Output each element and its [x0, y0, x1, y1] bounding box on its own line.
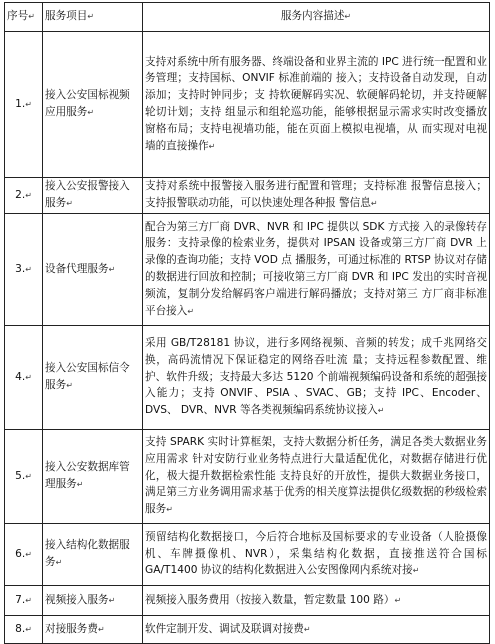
table-header-row — [5, 3, 490, 32]
row-no: 1.↵ — [5, 32, 43, 178]
table-row — [5, 430, 490, 524]
row-item: 接入公安报警接入服务↵ — [43, 178, 143, 214]
row-desc: 支持对系统中所有服务器、终端设备和业界主流的 IPC 进行统一配置和业务管理；支持国标、ONVIF 标准前端的 接入；支持设备自动发现，自动添加；支持时钟同步；支 持软硬解码实况、软硬解码轮切，并支持硬解轮切计划；支持 组显示和组轮巡功能，能够根据显示需求实时改变播放 窗格布局；支持电视墙功能，能在页面上模拟电视墙，从 而实现对电视墙的直接操作↵ — [143, 32, 490, 178]
row-no: 5.↵ — [5, 430, 43, 524]
row-item: 视频接入服务↵ — [43, 586, 143, 616]
table-row — [5, 586, 490, 616]
header-no: 序号↵ — [5, 3, 43, 32]
table-row — [5, 326, 490, 430]
header-desc: 服务内容描述↵ — [143, 3, 490, 32]
row-item: 设备代理服务↵ — [43, 214, 143, 326]
row-desc: 软件定制开发、调试及联调对接费↵ — [143, 616, 490, 644]
header-item: 服务项目↵ — [43, 3, 143, 32]
row-desc: 采用 GB/T28181 协议，进行多网络视频、音频的转发；成千兆网络交换，高码流情况下保证稳定的网络吞吐流 量；支持远程参数配置、维护、软件升级；支持最大多达 5120 个前端视频编码设备和系统的超强接入能力；支持 ONVIF、PSIA 、SVAC、GB；支持 IPC、Encoder、DVS、 DVR、NVR 等各类视频编码系统协议接入↵ — [143, 326, 490, 430]
row-desc: 支持对系统中报警接入服务进行配置和管理；支持标准 报警信息接入；支持报警联动功能，可以快速处理各种报 警信息↵ — [143, 178, 490, 214]
row-desc: 预留结构化数据接口，今后符合地标及国标要求的专业设备（人脸摄像机、车牌摄像机、NVR），采集结构化数据，直接推送符合国标 GA/T1400 协议的结构化数据进入公安图像网内系统对接↵ — [143, 524, 490, 586]
row-no: 3.↵ — [5, 214, 43, 326]
table-row — [5, 524, 490, 586]
row-no: 4.↵ — [5, 326, 43, 430]
row-no: 2.↵ — [5, 178, 43, 214]
row-item: 接入公安数据库管理服务↵ — [43, 430, 143, 524]
table-row — [5, 178, 490, 214]
table-row — [5, 32, 490, 178]
service-table — [4, 2, 490, 644]
row-item: 接入公安国标视频应用服务↵ — [43, 32, 143, 178]
row-no: 6.↵ — [5, 524, 43, 586]
row-item: 接入公安国标信令服务↵ — [43, 326, 143, 430]
table-row — [5, 214, 490, 326]
row-desc: 视频接入服务费用（按接入数量，暂定数量 100 路）↵ — [143, 586, 490, 616]
row-desc: 支持 SPARK 实时计算框架，支持大数据分析任务，满足各类大数据业务应用需求 针对安防行业业务特点进行大量适配优化，对数据存储进行优化，极大提升数据检索性能 支持良好的开放性，提供大数据业务接口，满足第三方业务调用需求基于优秀的相关度算法提供亿级数据的秒级检索服务↵ — [143, 430, 490, 524]
row-no: 8.↵ — [5, 616, 43, 644]
row-item: 接入结构化数据服务↵ — [43, 524, 143, 586]
row-item: 对接服务费↵ — [43, 616, 143, 644]
table-row — [5, 616, 490, 644]
row-desc: 配合为第三方厂商 DVR、NVR 和 IPC 提供以 SDK 方式接 入的录像转存服务：支持录像的检索业务，提供对 IPSAN 设备或第三方厂商 DVR 上录像的查询功能；支持 VOD 点 播服务，可通过标准的 RTSP 协议对存储的数据进行回放和控制；可接收第三方厂商 DVR 和 IPC 发出的实时音视 频流，复制分发给解码客户端进行解码播放；支持对第三 方厂商非标准平台接入↵ — [143, 214, 490, 326]
row-no: 7.↵ — [5, 586, 43, 616]
